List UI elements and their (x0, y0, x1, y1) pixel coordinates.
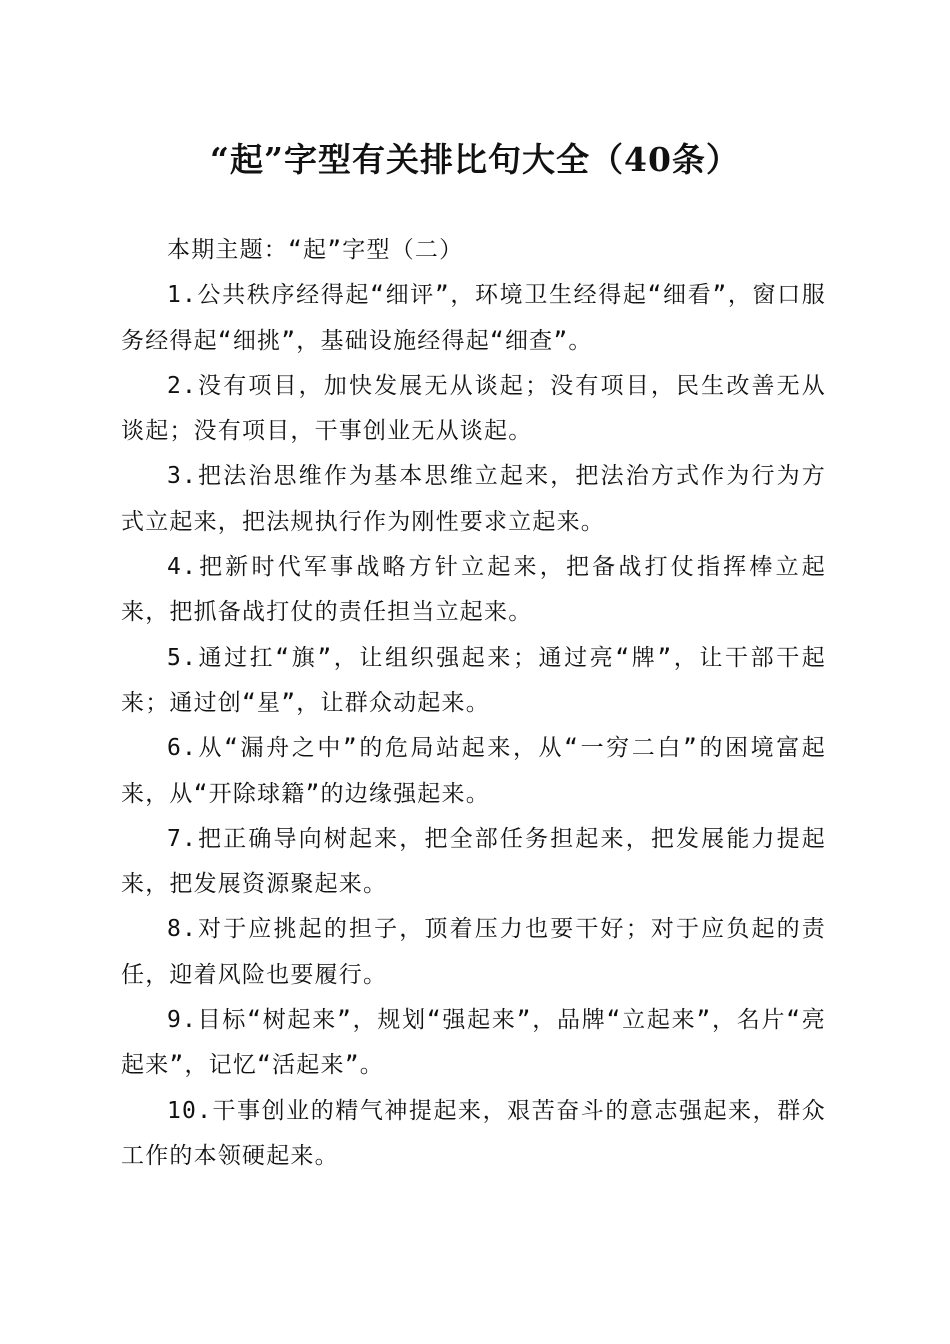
list-item: 4.把新时代军事战略方针立起来，把备战打仗指挥棒立起来，把抓备战打仗的责任担当立起来。 (121, 554, 826, 626)
list-item: 5.通过扛“旗”，让组织强起来；通过亮“牌”，让干部干起来；通过创“星”，让群众动起来。 (121, 644, 826, 716)
list-item: 10.干事创业的精气神提起来，艰苦奋斗的意志强起来，群众工作的本领硬起来。 (121, 1097, 826, 1169)
document-body (121, 228, 826, 1179)
list-item: 8.对于应挑起的担子，顶着压力也要干好；对于应负起的责任，迎着风险也要履行。 (121, 916, 826, 988)
document-title: “起”字型有关排比句大全（40条） (210, 140, 740, 179)
list-item: 2.没有项目，加快发展无从谈起；没有项目，民生改善无从谈起；没有项目，干事创业无从谈起。 (121, 372, 826, 445)
list-item: 1.公共秩序经得起“细评”，环境卫生经得起“细看”，窗口服务经得起“细挑”，基础设施经得起“细查”。 (121, 282, 826, 354)
list-item: 3.把法治思维作为基本思维立起来，把法治方式作为行为方式立起来，把法规执行作为刚性要求立起来。 (121, 463, 826, 535)
list-item: 9.目标“树起来”，规划“强起来”，品牌“立起来”，名片“亮起来”，记忆“活起来”。 (121, 1007, 826, 1079)
list-item: 6.从“漏舟之中”的危局站起来，从“一穷二白”的困境富起来，从“开除球籍”的边缘强起来。 (121, 735, 826, 807)
topic-line: 本期主题：“起”字型（二） (167, 237, 464, 263)
list-item: 7.把正确导向树起来，把全部任务担起来，把发展能力提起来，把发展资源聚起来。 (121, 825, 826, 898)
